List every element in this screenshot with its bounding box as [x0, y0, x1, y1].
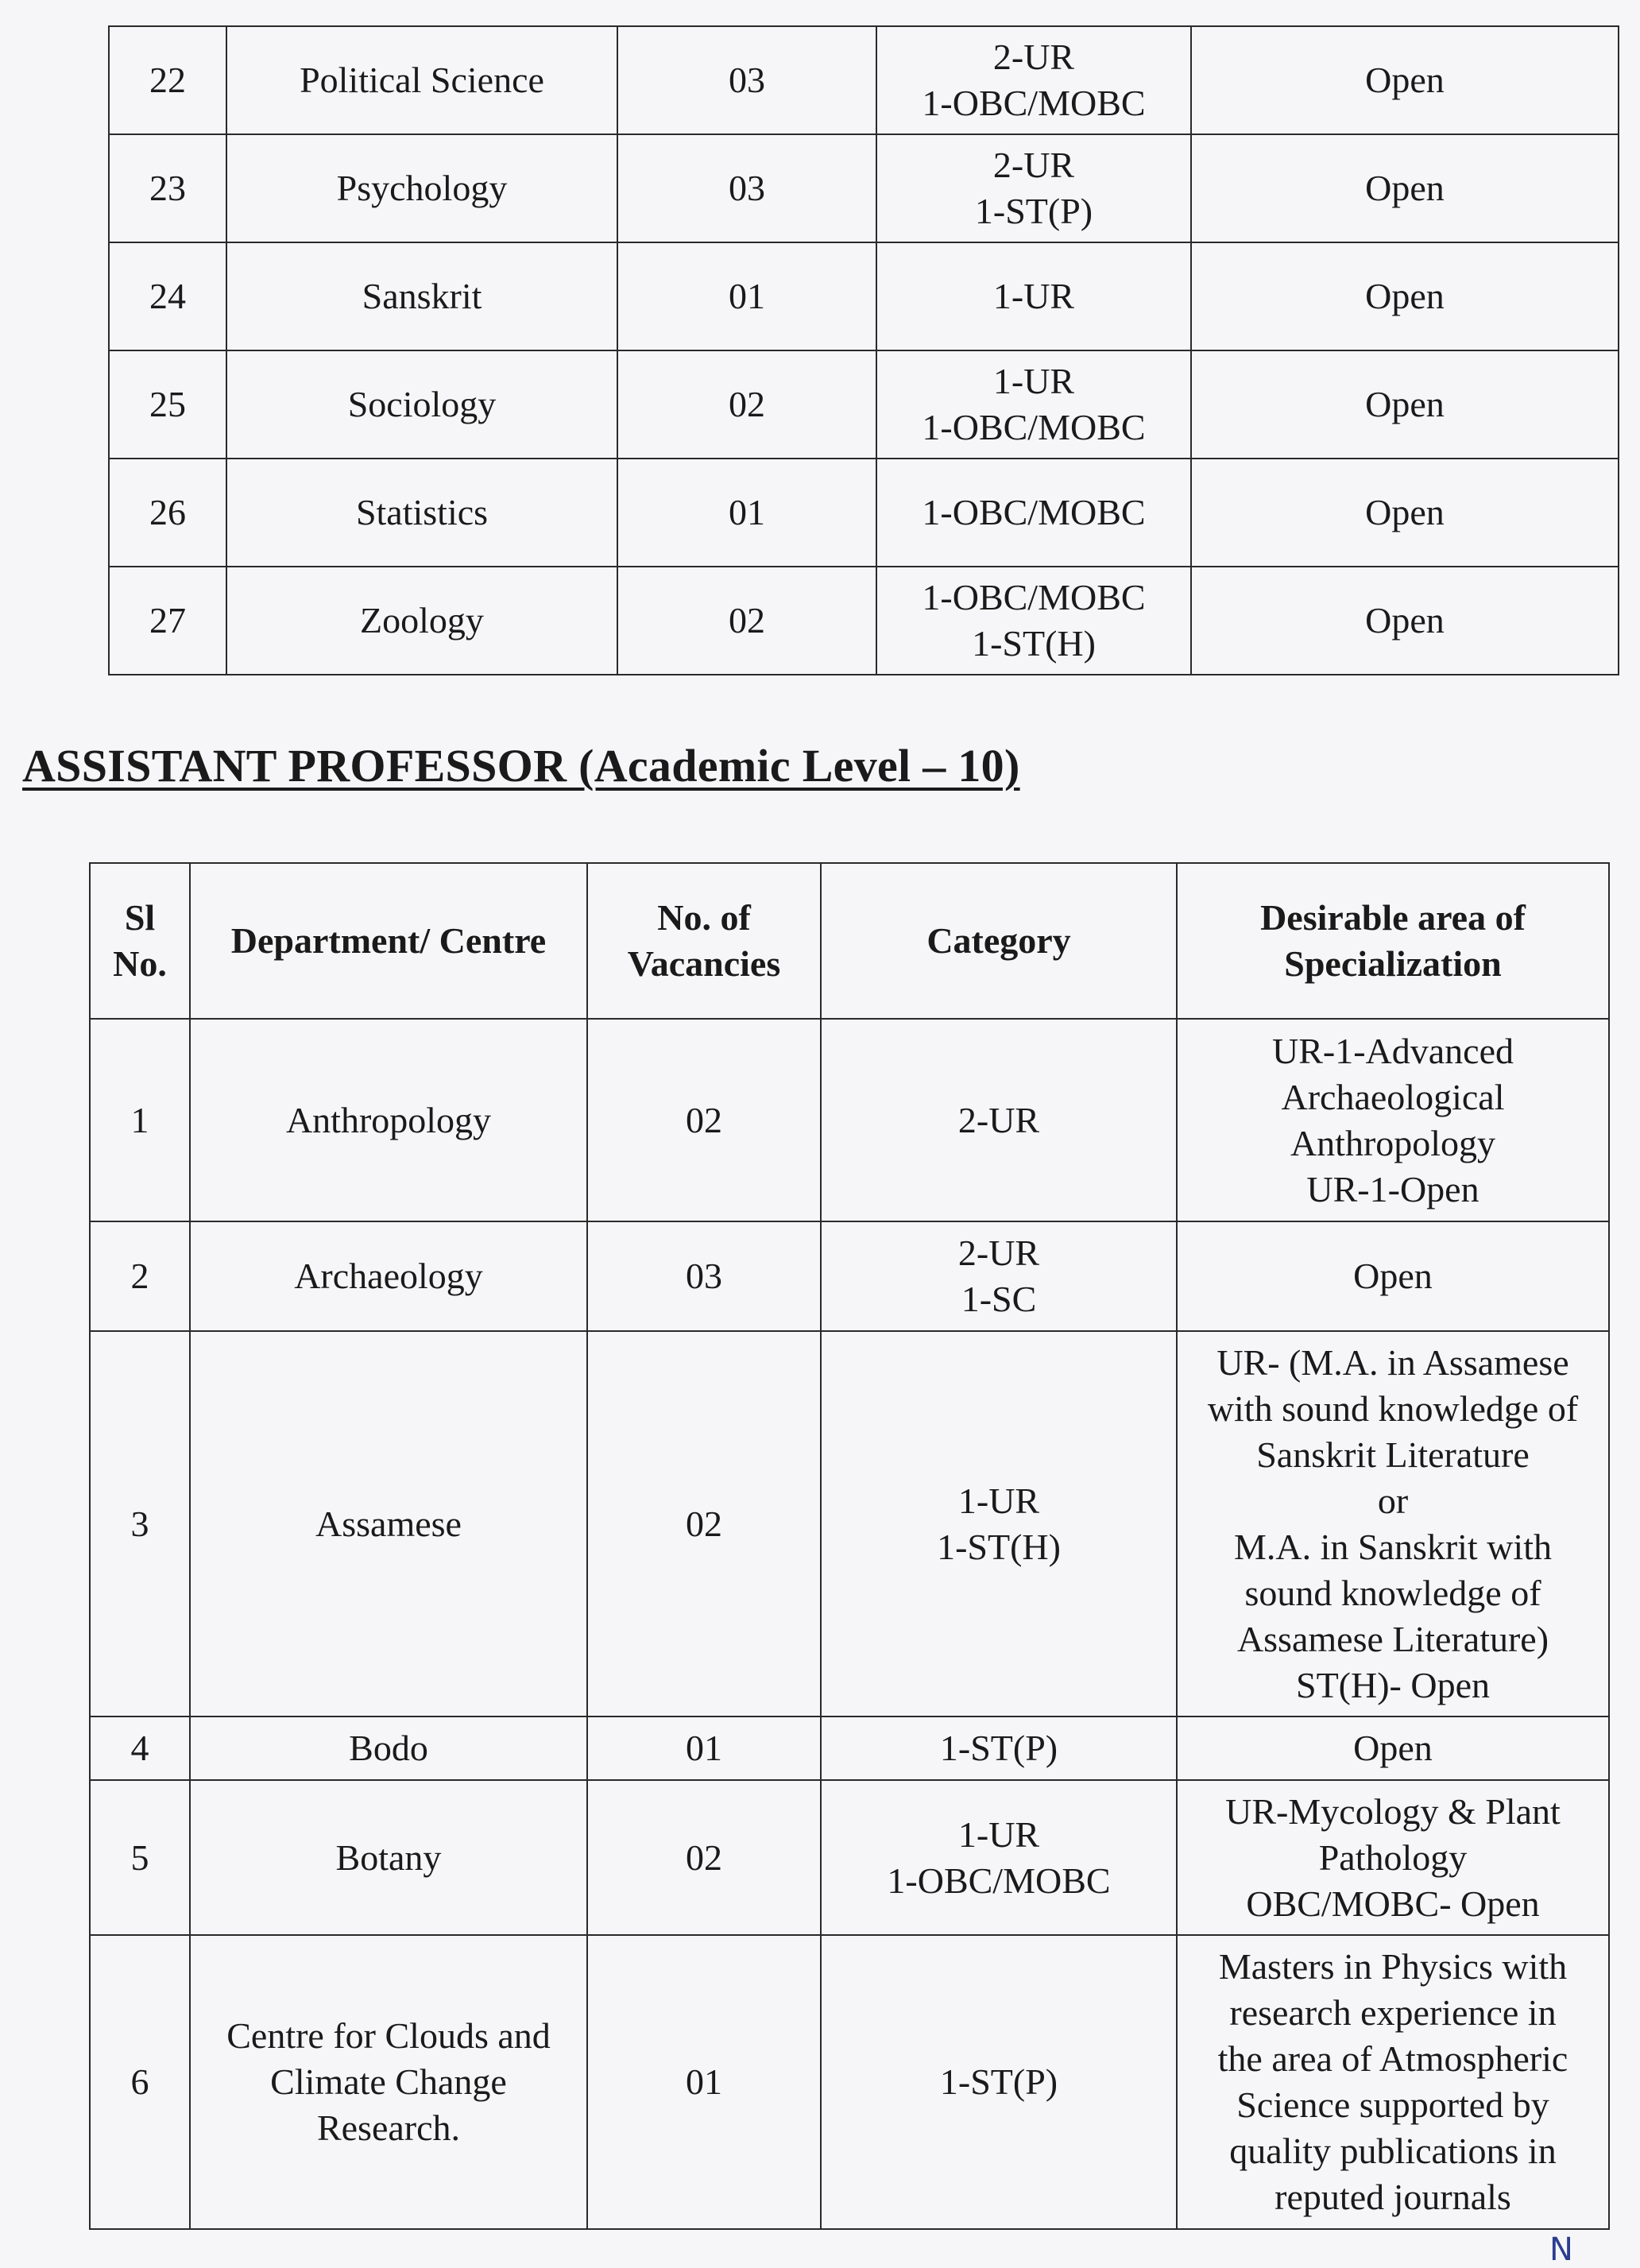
- vacancies: 01: [587, 1935, 821, 2229]
- department: Sociology: [226, 350, 617, 459]
- specialization: UR-Mycology & Plant Pathology OBC/MOBC- Open: [1177, 1780, 1609, 1935]
- table-row: [109, 350, 1619, 459]
- table-row: [109, 26, 1619, 134]
- specialization: Open: [1177, 1221, 1609, 1331]
- sl-no: 25: [109, 350, 226, 459]
- category: 1-ST(P): [821, 1935, 1177, 2229]
- header-sl: Sl No.: [90, 863, 190, 1019]
- department: Botany: [190, 1780, 587, 1935]
- category: 2-UR 1-ST(P): [876, 134, 1191, 242]
- specialization: Open: [1191, 26, 1619, 134]
- table-row: [90, 1716, 1609, 1780]
- handwritten-mark: N: [1549, 2231, 1573, 2268]
- department: Zoology: [226, 567, 617, 675]
- table-row: [90, 1019, 1609, 1221]
- assistant-professor-table: [89, 862, 1610, 2230]
- vacancies: 02: [617, 567, 876, 675]
- sl-no: 6: [90, 1935, 190, 2229]
- vacancies: 01: [617, 242, 876, 350]
- category: 2-UR 1-OBC/MOBC: [876, 26, 1191, 134]
- table-row: [109, 134, 1619, 242]
- specialization: UR- (M.A. in Assamese with sound knowledge of Sanskrit Literature or M.A. in Sanskrit with sound knowledge of Assamese Literature) ST(H)- Open: [1177, 1331, 1609, 1716]
- department: Centre for Clouds and Climate Change Research.: [190, 1935, 587, 2229]
- category: 1-UR 1-OBC/MOBC: [876, 350, 1191, 459]
- department: Archaeology: [190, 1221, 587, 1331]
- vacancies: 03: [587, 1221, 821, 1331]
- table-row: [90, 1935, 1609, 2229]
- sl-no: 26: [109, 459, 226, 567]
- specialization: Open: [1191, 242, 1619, 350]
- specialization: Open: [1191, 350, 1619, 459]
- vacancies: 01: [617, 459, 876, 567]
- category: 2-UR: [821, 1019, 1177, 1221]
- table-row: [109, 242, 1619, 350]
- sl-no: 1: [90, 1019, 190, 1221]
- sl-no: 5: [90, 1780, 190, 1935]
- vacancies: 02: [617, 350, 876, 459]
- department: Sanskrit: [226, 242, 617, 350]
- department: Anthropology: [190, 1019, 587, 1221]
- header-vacancies: No. of Vacancies: [587, 863, 821, 1019]
- sl-no: 4: [90, 1716, 190, 1780]
- category: 1-ST(P): [821, 1716, 1177, 1780]
- table-row: [109, 567, 1619, 675]
- specialization: Open: [1191, 459, 1619, 567]
- header-specialization: Desirable area of Specialization: [1177, 863, 1609, 1019]
- department: Bodo: [190, 1716, 587, 1780]
- sl-no: 23: [109, 134, 226, 242]
- category: 2-UR 1-SC: [821, 1221, 1177, 1331]
- specialization: Open: [1177, 1716, 1609, 1780]
- sl-no: 3: [90, 1331, 190, 1716]
- vacancies: 02: [587, 1331, 821, 1716]
- vacancies: 03: [617, 134, 876, 242]
- department: Political Science: [226, 26, 617, 134]
- section-heading: ASSISTANT PROFESSOR (Academic Level – 10): [22, 740, 1020, 791]
- header-category: Category: [821, 863, 1177, 1019]
- table-row: [90, 1331, 1609, 1716]
- category: 1-UR 1-OBC/MOBC: [821, 1780, 1177, 1935]
- department: Psychology: [226, 134, 617, 242]
- header-department: Department/ Centre: [190, 863, 587, 1019]
- vacancies: 03: [617, 26, 876, 134]
- specialization: Open: [1191, 134, 1619, 242]
- department: Statistics: [226, 459, 617, 567]
- sl-no: 27: [109, 567, 226, 675]
- table-row: [90, 1780, 1609, 1935]
- vacancies: 01: [587, 1716, 821, 1780]
- department: Assamese: [190, 1331, 587, 1716]
- sl-no: 2: [90, 1221, 190, 1331]
- vacancies: 02: [587, 1019, 821, 1221]
- table-row: [90, 1221, 1609, 1331]
- category: 1-OBC/MOBC 1-ST(H): [876, 567, 1191, 675]
- category: 1-UR: [876, 242, 1191, 350]
- specialization: Open: [1191, 567, 1619, 675]
- sl-no: 24: [109, 242, 226, 350]
- vacancies: 02: [587, 1780, 821, 1935]
- category: 1-UR 1-ST(H): [821, 1331, 1177, 1716]
- specialization: Masters in Physics with research experience in the area of Atmospheric Science supported by quality publications in reputed journals: [1177, 1935, 1609, 2229]
- table-row: [109, 459, 1619, 567]
- category: 1-OBC/MOBC: [876, 459, 1191, 567]
- vacancy-table-continued: [108, 25, 1619, 675]
- specialization: UR-1-Advanced Archaeological Anthropology UR-1-Open: [1177, 1019, 1609, 1221]
- header-row: [90, 863, 1609, 1019]
- sl-no: 22: [109, 26, 226, 134]
